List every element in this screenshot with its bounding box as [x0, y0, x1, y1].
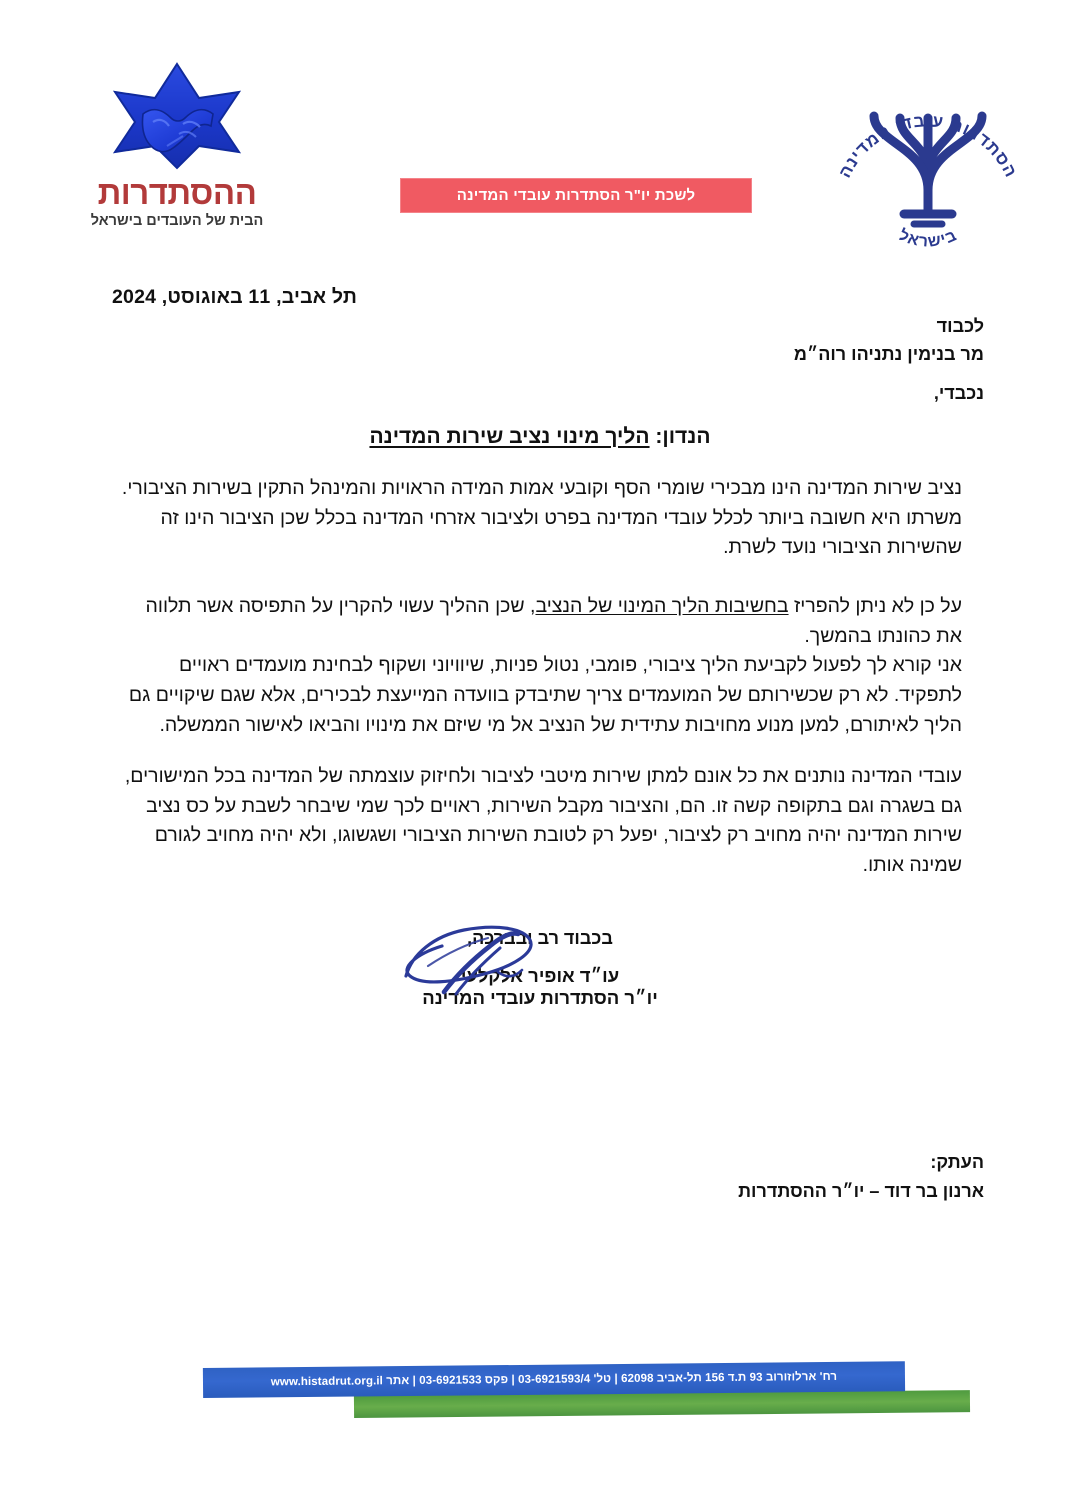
paragraph-2	[118, 592, 962, 740]
p2-pre: על כן לא ניתן להפריז	[788, 595, 962, 617]
handshake-star-icon	[107, 60, 247, 172]
paragraph-3	[118, 762, 962, 881]
footer	[0, 1368, 1080, 1438]
addressee-block	[794, 313, 984, 369]
subject-value: הליך מינוי נציב שירות המדינה	[369, 425, 650, 448]
cc-label: העתק:	[930, 1152, 984, 1172]
p2-underlined-phrase: בחשיבות הליך המינוי של הנציב	[535, 595, 789, 617]
p2-post: , שכן ההליך עשוי להקרין על התפיסה אשר תלווה את כהונתו בהמשך.	[145, 595, 962, 647]
svg-text:בישראל	[896, 226, 960, 251]
addressee-line-1: לכבוד	[936, 316, 984, 336]
paragraph-3-text: עובדי המדינה נותנים את כל אונם למתן שירות מיטבי לציבור ולחיזוק עוצמתה של המדינה בכל המישורים, גם בשגרה וגם בתקופה קשה זו. הם, והציבור מקבל השירות, ראויים לכך שמי שיבחר לשבת על כס נציב שירות המדינה יהיה מחויב רק לציבור, יפעל רק לטובת השירות הציבורי ושגשוגו, ולא יהיה מחויב לגורם שמינה אותו.	[124, 765, 962, 876]
histadrut-logo	[62, 60, 292, 229]
histadrut-logo-tagline: הבית של העובדים בישראל	[90, 212, 264, 229]
salutation: נכבדי,	[933, 383, 984, 403]
cc-block	[738, 1148, 984, 1206]
subject-line	[0, 425, 1080, 449]
paragraph-1	[118, 474, 962, 563]
office-banner	[400, 178, 752, 213]
seal-text-top: הסתדרות עובדי המדינה	[835, 111, 1021, 181]
signatory-name: עו״ד אופיר אלקלעי	[460, 965, 620, 986]
letter-date: תל אביב, 11 באוגוסט, 2024	[112, 286, 358, 308]
subject-label: הנדון:	[655, 425, 711, 448]
office-banner-text: לשכת יו"ר הסתדרות עובדי המדינה	[456, 187, 696, 204]
letterhead	[0, 0, 1080, 250]
addressee-line-2: מר בנימין נתניהו רוה״מ	[793, 343, 984, 364]
paragraph-2-line-b: אני קורא לך לפעול לקביעת הליך ציבורי, פומבי, נטול פניות, שיוויוני ושקוף לבחינת מועמדים ראויים לתפקיד. לא רק שכשירותם של המועמדים צריך שתיבדק בוועדה המייעצת לבכירים, אלא שגם שיקויים גם הליך לאיתורם, למען מנוע מחויבות עתידית של הנציב אל מי שיזם את מינויו והביאו לאישור הממשלה.	[128, 654, 962, 736]
paragraph-1-line-a: נציב שירות המדינה הינו מבכירי שומרי הסף וקובעי אמות המידה הראויות והמינהל התקין בשירות הציבורי.	[121, 477, 962, 499]
signatory-title: יו״ר הסתדרות עובדי המדינה	[422, 987, 658, 1008]
paragraph-1-line-b: משרתו היא חשובה ביותר לכלל עובדי המדינה בפרט ולציבור אזרחי המדינה בכלל שכן הציבור הינו זה שהשירות הציבורי נועד לשרת.	[160, 506, 962, 559]
signature-block	[0, 928, 1080, 1009]
footer-contact-text: רח' ארלוזורוב 93 ת.ד 156 תל-אביב 62098 | טל' 03-6921593/4 | פקס 03-6921533 | אתר www.histadrut.org.il	[270, 1370, 838, 1389]
signature-closing: בכבוד רב ובברכה,	[467, 928, 613, 948]
paragraph-2-line-a	[118, 592, 962, 651]
state-employees-union-seal	[828, 82, 1028, 252]
cc-recipient: ארנון בר דוד – יו״ר ההסתדרות	[738, 1180, 984, 1201]
seal-text-bottom: בישראל	[896, 226, 960, 251]
histadrut-logo-name: ההסתדרות	[97, 174, 257, 211]
